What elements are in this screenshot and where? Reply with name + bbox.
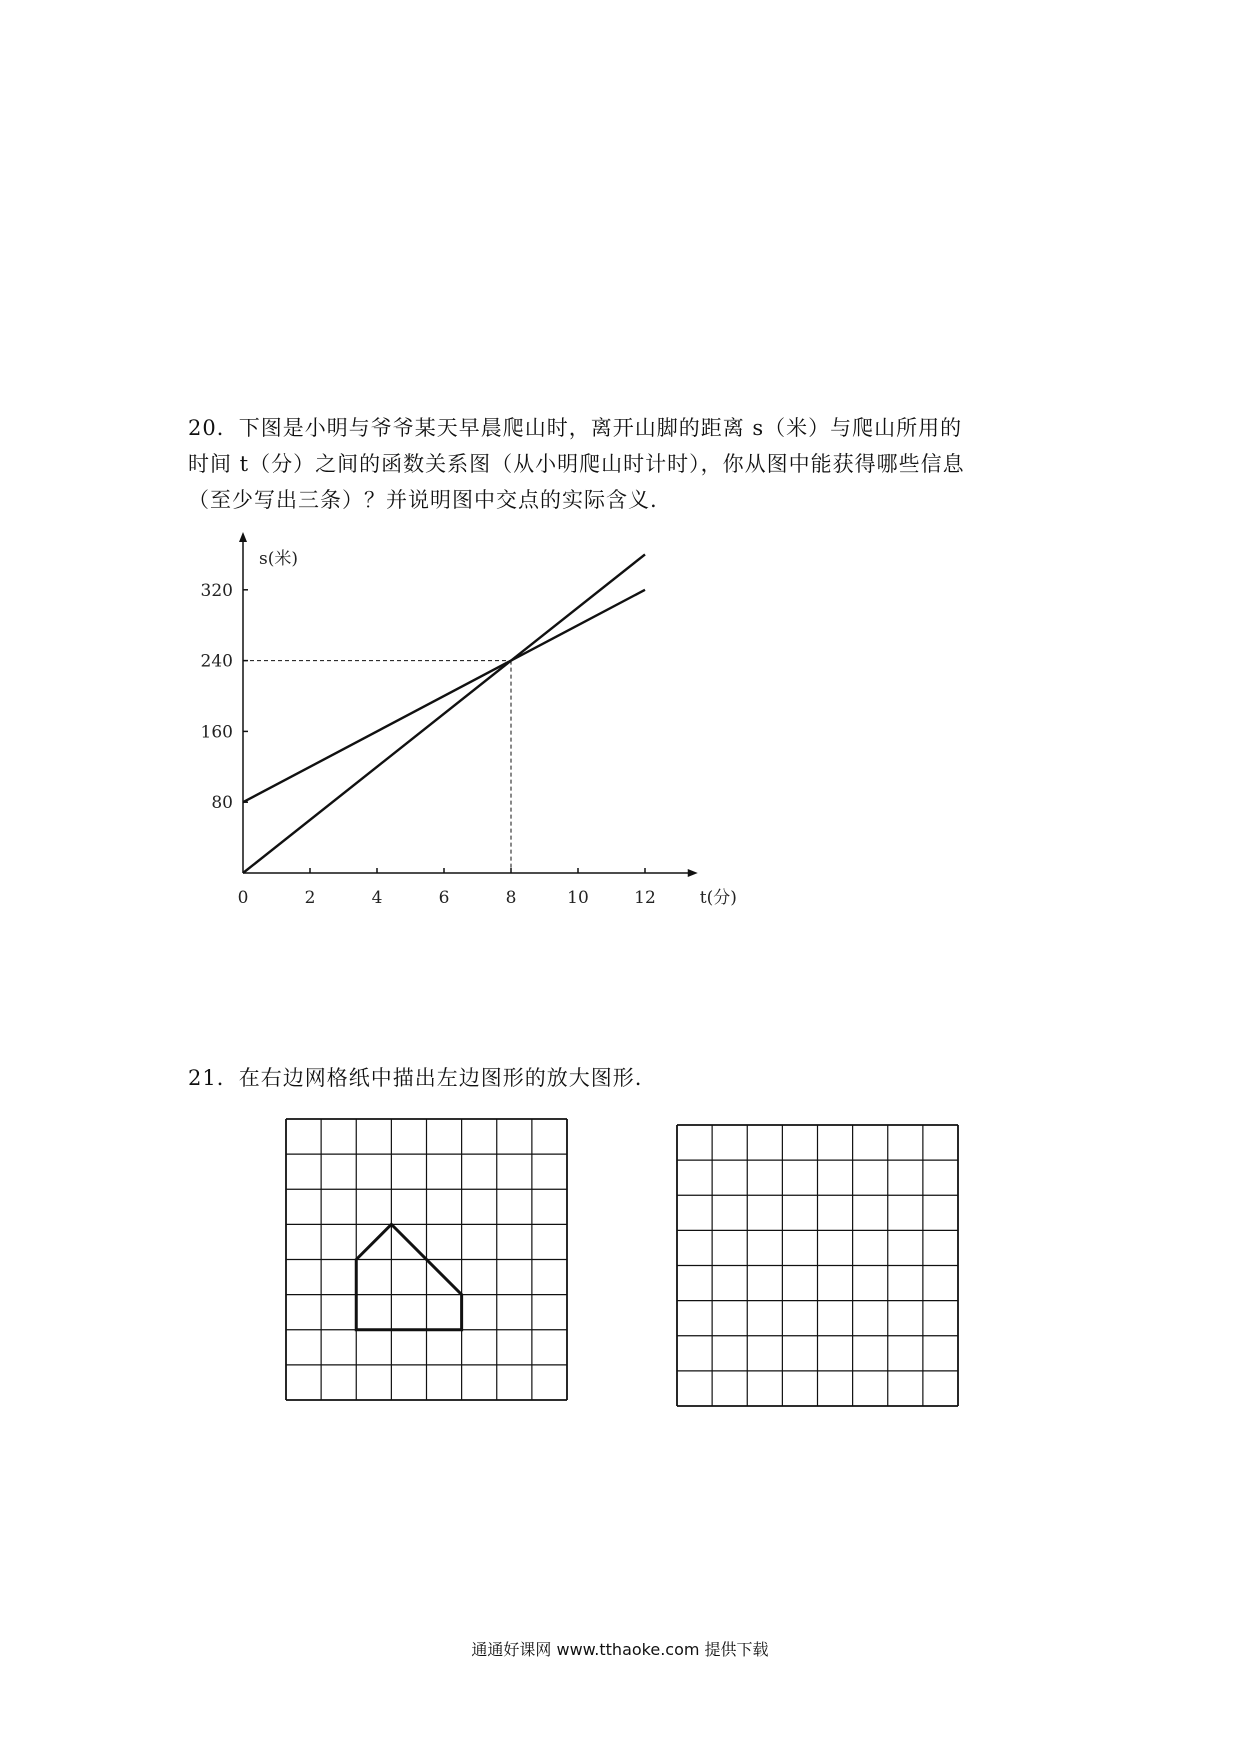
x-axis-arrow <box>688 869 698 877</box>
question-20-line: （至少写出三条）？并说明图中交点的实际含义. <box>188 488 658 512</box>
footer-source: 通通好课网 www.tthaoke.com 提供下载 <box>471 1640 769 1659</box>
x-tick-label: 12 <box>634 888 656 908</box>
question-20 <box>188 410 1068 518</box>
y-tick-label: 320 <box>200 580 233 601</box>
question-20-line: 时间 t（分）之间的函数关系图（从小明爬山时计时），你从图中能获得哪些信息 <box>188 452 965 476</box>
y-tick-label: 80 <box>211 793 233 814</box>
grid-paper-left <box>284 1117 569 1402</box>
house-shape <box>356 1224 461 1329</box>
x-tick-label: 0 <box>237 888 249 908</box>
question-20-line: 20．下图是小明与爷爷某天早晨爬山时，离开山脚的距离 s（米）与爬山所用的 <box>188 416 963 440</box>
grid-paper-right[interactable] <box>675 1123 960 1408</box>
y-axis-arrow <box>239 532 247 542</box>
question-21-text: 21．在右边网格纸中描出左边图形的放大图形. <box>188 1066 643 1090</box>
x-tick-label: 8 <box>505 888 517 908</box>
x-tick-label: 10 <box>567 888 589 908</box>
series-line <box>243 590 645 802</box>
x-tick-label: 4 <box>371 888 383 908</box>
y-axis-label: s(米) <box>259 549 298 569</box>
x-axis-label: t(分) <box>699 888 737 908</box>
series-line <box>243 554 645 873</box>
y-tick-label: 160 <box>200 722 233 743</box>
x-tick-label: 2 <box>304 888 316 908</box>
distance-time-chart <box>195 520 745 915</box>
x-tick-label: 6 <box>438 888 450 908</box>
y-tick-label: 240 <box>200 651 233 672</box>
question-21 <box>188 1060 1068 1096</box>
